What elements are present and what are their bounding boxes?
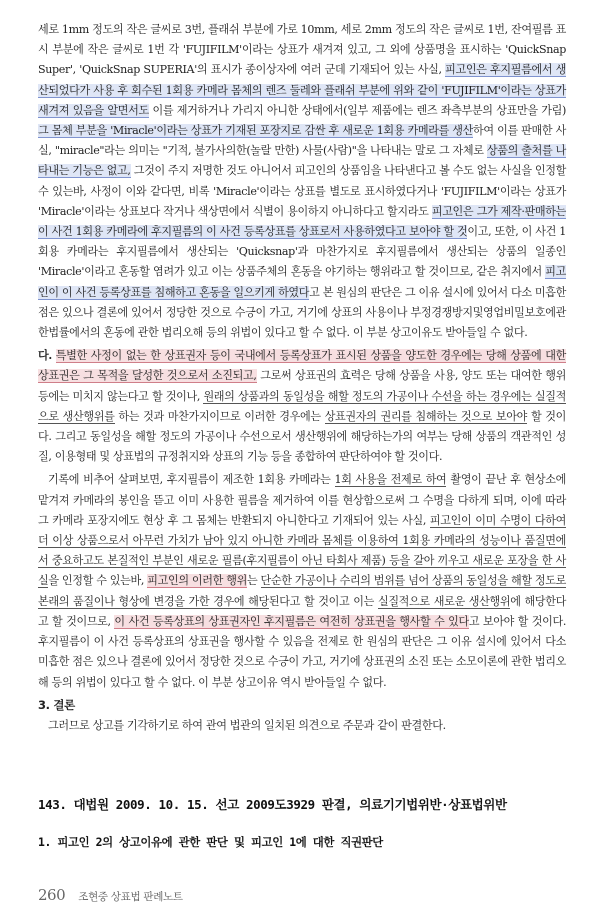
text-run: 는: [246, 574, 261, 588]
paragraph-1: [38, 20, 566, 343]
text-run: 세로 1mm 정도의 작은 글씨로 3번, 플래쉬 부분에 가로 10mm, 세로 2mm 정도의 작은 글씨로 1번, 잔여필름 표시 부분에 작은 글씨로 1번 각 'FUJIFILM'이라는 상표가 새겨져 있고, 그 외에 상품명을 표시하는 'QuickSnap Super', 'QuickSnap SUPERIA'의 표시가 종이상자에 여러 군데 기재되어 있는 사실,: [38, 23, 566, 77]
text-run: 이고, 또한, 이 사건 1회용 카메라는 후지필름에서 생산되는 'Quicksnap'과 마찬가지로 후지필름에서 생산되는 상품의 일종인 'Miracle'이라고 혼동할 염려가 있고 이는 상품주체의 혼동을 야기하는 행위라고 할 것이므로, 같은 취지에서: [38, 225, 566, 279]
highlight-blue: 상품의 출처를 나타내는 기능은 없고,: [38, 144, 567, 178]
highlight-blue: 피고인이 이 사건 등록상표를 침해하고 혼동을 일으키게 하였다: [38, 265, 566, 299]
text-run: 고 본 원심의 판단은 그 이유 설시에 있어서 다소 미흡한 점은 있으나 결론에 있어서 정당한 것으로 수긍이 가고, 거기에 상표의 사용이나 부정경쟁방지및영업비밀보호에관한법률에서의 혼동에 관한 법리오해 등의 위법이 있다고 할 수 없다. 이 부분 상고이유도 받아들일 수 없다.: [38, 285, 566, 340]
sub-heading: 1. 피고인 2의 상고이유에 관한 판단 및 피고인 1에 대한 직권판단: [38, 835, 383, 849]
text-run: 에 해당한다고 할 것이므로,: [38, 594, 566, 628]
book-title: 조현중 상표법 판례노트: [78, 891, 183, 903]
underline-text: 단순한 가공이나 수리의 범위를 넘어 상품의 동일성을 해할 정도로 본래의 품질이나 형상에 변경을 가한 경우에 해당: [38, 574, 566, 608]
text-run: 하여 이를 판매한 사실, "miracle"라는 의미는 "기적, 불가사의한(놀랄 만한) 사물(사람)"을 나타내는 말로 그 자체로: [38, 124, 566, 158]
highlight-blue: 피고인은 후지필름에서 생산되었다가 사용 후 회수된 1회용 카메라 몸체의 렌즈 둘레와 플래쉬 부분에 위와 같이 'FUJIFILM'이라는 상표가 새겨져 있음을 알면서도: [38, 63, 566, 117]
highlight-pink: 이 사건 등록상표의 상표권자인 후지필름은 여전히 상표권을 행사할 수 있다: [114, 614, 469, 628]
case-title: 143. 대법원 2009. 10. 15. 선고 2009도3929 판결, 의료기기법위반·상표법위반: [38, 797, 507, 812]
highlight-blue: 피고인은 그가 제작·판매하는 이 사건 1회용 카메라에 후지필름의 이 사건 등록상표를 상표로서 사용하였다고 보아야 할 것: [38, 204, 566, 239]
text-run: 그것이 주지 저명한 것도 아니어서 피고인의 상품임을 나타낸다고 볼 수도 없는 사실을 인정할 수 있는바, 사정이 이와 같다면, 비록 'Miracle'이라는 상표를 별도로 표시하였다거나 'FUJIFILM'이라는 상표가 'Miracle'이라는 상표보다 작거나 색상면에서 식별이 용이하지 아니하다고 할지라도: [38, 164, 566, 218]
text-run: 이를 제거하거나 가리지 아니한 상태에서(일부 제품에는 렌즈 좌측부분의 상표만을 가림): [148, 103, 567, 117]
underline-text: 원래의 상품과의 동일성을 해할 정도의 가공이나 수선을 하는 경우에는 실질적으로 생산행위를: [38, 389, 566, 423]
text-run: 할 것이다. 그리고 동일성을 해할 정도의 가공이나 수선으로서 생산행위에 해당하는가의 여부는 당해 상품의 객관적인 성질, 이용형태 및 상표법의 규정취지와 상표의 기능 등을 종합하여 판단하여야 할 것이다.: [38, 409, 566, 464]
conclusion-heading: [38, 695, 566, 716]
page-footer: [38, 885, 183, 905]
paragraph-3: [38, 470, 566, 692]
section-marker: 다.: [38, 349, 52, 363]
text-run: 된다고 할 것이고 이는: [268, 594, 378, 608]
text-run: 촬영이 끝난 후 현상소에 맡겨져 카메라의 봉인을 뜯고 이미 사용한 필름을 제거하여 이를 현상함으로써 그 수명을 다하게 되며, 이에 따라 그 카메라 포장지에도 현상 후 그 몸체는 반환되지 아니한다고 기재되어 있는 사실,: [38, 473, 566, 527]
text-run: 그로써 상표권의 효력은 당해 상품을 사용, 양도 또는 대여한 행위 등에는 미치지 않는다고 할 것이나,: [38, 369, 566, 403]
text-run: 기록에 비추어 살펴보면, 후지필름이 제조한 1회용 카메라는: [48, 473, 335, 487]
text-run: 을 인정할 수 있는바,: [48, 574, 148, 588]
underline-text: 실질적으로 새로운 생산행위: [377, 594, 511, 608]
highlight-pink: 특별한 사정이 없는 한 상표권자 등이 국내에서 등록상표가 표시된 상품을 양도한 경우에는 당해 상품에 대한 상표권은 그 목적을 달성한 것으로서 소진되고,: [38, 349, 566, 383]
text-run: 고 보아야 할 것이다. 후지필름이 이 사건 등록상표의 상표권을 행사할 수 있음을 전제로 한 원심의 판단은 그 이유 설시에 있어서 다소 미흡한 점은 있으나 결론에 있어서 정당한 것으로 수긍이 가고, 거기에 상표권의 소진 또는 소모이론에 관한 법리오해 등의 위법이 있다고 할 수 없다. 이 부분 상고이유 역시 받아들일 수 없다.: [38, 614, 566, 689]
underline-text: 피고인이 이미 수명이 다하여 더 이상 상품으로서 아무런 가치가 남아 있지 아니한 카메라 몸체를 이용하여 1회용 카메라의 성능이나 품질면에서 중요하고도 본질적인 부분인 새로운 필름(후지필름이 아닌 타회사 제품) 등을 갈아 끼우고 새로운 포장을 한 사실: [38, 513, 566, 588]
highlight-blue: 그 몸체 부분을 'Miracle'이라는 상표가 기재된 포장지로 감싼 후 새로운 1회용 카메라를 생산: [38, 124, 474, 138]
conclusion-text: 그러므로 상고를 기각하기로 하여 관여 법관의 일치된 의견으로 주문과 같이 판결한다.: [48, 718, 446, 732]
body-text: [38, 20, 566, 736]
paragraph-2: [38, 346, 566, 467]
page-number: 260: [38, 886, 66, 904]
underline-text: 1회 사용을 전제로 하여: [334, 473, 447, 487]
section-heading: 3. 결론: [38, 697, 75, 712]
highlight-pink: 피고인의 이러한 행위: [147, 574, 247, 588]
text-run: 하는 것과 마찬가지이므로 이러한 경우에는: [114, 409, 325, 423]
underline-text: 상표권자의 권리를 침해하는 것으로 보아야: [324, 409, 528, 423]
